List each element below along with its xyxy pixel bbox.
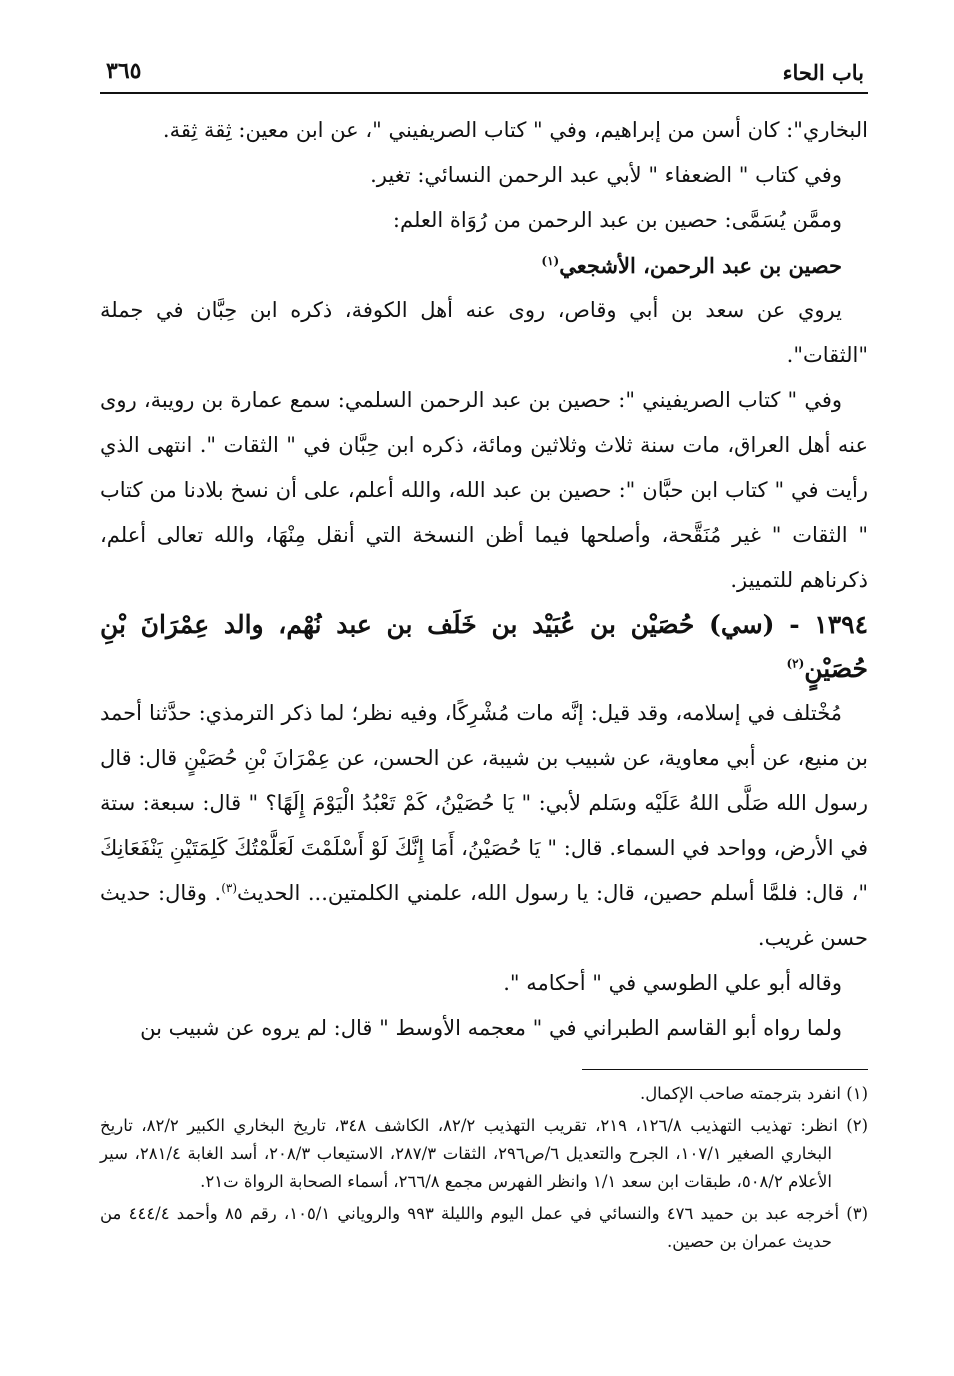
paragraph: ولما رواه أبو القاسم الطبراني في " معجمه الأوسط " قال: لم يروه عن شبيب بن [140, 1016, 842, 1040]
footnote-ref: (١) [541, 254, 560, 268]
paragraph: يروي عن سعد بن أبي وقاص، روى عنه أهل الكوفة، ذكره ابن حِبَّان في جملة "الثقات". [100, 298, 868, 367]
paragraph-text: مُخْتلف في إسلامه، وقد قيل: إنَّه مات مُشْرِكًا، وفيه نظر؛ لما ذكر الترمذي: حدَّثنا أحمد بن منيع، عن أبي معاوية، عن شبيب بن شيبة، عن الحسن، عن عِمْرَانَ بْنِ حُصَيْنٍ قال: قال رسول الله صَلَّى اللهُ عَلَيْه وسَلم لأبي: " يَا حُصَيْنُ، كَمْ تَعْبُدُ الْيَوْمَ إِلَهًا؟ " قال: سبعة: ستة في الأرض، وواحد في السماء. قال: " يَا حُصَيْنُ، أَمَا إِنَّكَ لَوْ أَسْلَمْتَ لَعَلَّمْتُكَ كَلِمَتَيْنِ يَنْفَعَانِكَ "، قال: فلمَّا أسلم حصين، قال: يا رسول الله، علمني الكلمتين... الحديث [100, 701, 868, 905]
page-number: ٣٦٥ [106, 58, 142, 84]
paragraph: وفي كتاب " الضعفاء " لأبي عبد الرحمن النسائي: تغير. [370, 163, 842, 187]
section-title: باب الحاء [782, 60, 864, 85]
header-rule [100, 92, 868, 94]
paragraph-text: . وقال: حديث حسن غريب. [100, 881, 868, 950]
footnote: (٢) انظر: تهذيب التهذيب ١٢٦/٨، ٢١٩، تقريب التهذيب ٨٢/٢، الكاشف ٣٤٨، تاريخ البخاري الكبير ٨٢/٢، تاريخ البخاري الصغير ١٠٧/١، الجرح والتعديل ٦/ص٢٩٦، الثقات ٢٨٧/٣، الاستيعاب ٢٠٨/٣، أسد الغابة ٢٨١/٤، سير الأعلام ٥٠٨/٢، طبقات ابن سعد ١/١ وانظر الفهرس مجمع ٢٦٦/٨، أسماء الصحابة الرواة ت٢١. [100, 1116, 868, 1191]
footnote: (١) انفرد بترجمته صاحب الإكمال. [639, 1084, 868, 1103]
paragraph: البخاري": كان أسن من إبراهيم، وفي " كتاب الصريفيني "، عن ابن معين: ثِقة ثِقة. [162, 118, 868, 142]
paragraph: وممَّن يُسَمَّى: حصين بن عبد الرحمن من رُوَاة العلم: [392, 208, 842, 232]
footnote-rule [582, 1069, 868, 1070]
entry-heading [100, 603, 868, 691]
footnotes [100, 1080, 868, 1256]
sub-heading [100, 243, 868, 288]
narrator-name: حصين بن عبد الرحمن، الأشجعي [559, 253, 842, 278]
footnote-ref: (٣) [221, 881, 238, 895]
paragraph [100, 691, 868, 961]
main-text [100, 108, 868, 1051]
book-page [100, 52, 868, 1336]
paragraph: وفي " كتاب الصريفيني ": حصين بن عبد الرحمن السلمي: سمع عمارة بن رويبة، روى عنه أهل العراق، مات سنة ثلاث وثلاثين ومائة، ذكره ابن حِبَّان في " الثقات ". انتهى الذي رأيت في " كتاب ابن حبَّان ": حصين بن عبد الله، والله أعلم، على أن نسخ بلادنا من كتاب " الثقات " غير مُنَقَّحة، وأصلحها فيما أظن النسخة التي أنقل مِنْهَا، والله تعالى أعلم، ذكرناهم للتمييز. [100, 388, 868, 592]
footnote-ref: (٢) [786, 656, 805, 671]
paragraph: وقاله أبو علي الطوسي في " أحكامه ". [503, 971, 842, 995]
footnote: (٣) أخرجه عبد بن حميد ٤٧٦ والنسائي في عمل اليوم والليلة ٩٩٣ والروياني ١٠٥/١، رقم ٨٥ وأحمد ٤٤٤/٤ من حديث عمران بن حصين. [100, 1204, 868, 1251]
page-header [100, 52, 868, 92]
entry-title: ١٣٩٤ - (سي) حُصَيْن بن عُبَيْد بن خَلَف بن عبد نُهْم، والد عِمْرَانَ بْنِ حُصَيْنٍ [100, 610, 868, 683]
